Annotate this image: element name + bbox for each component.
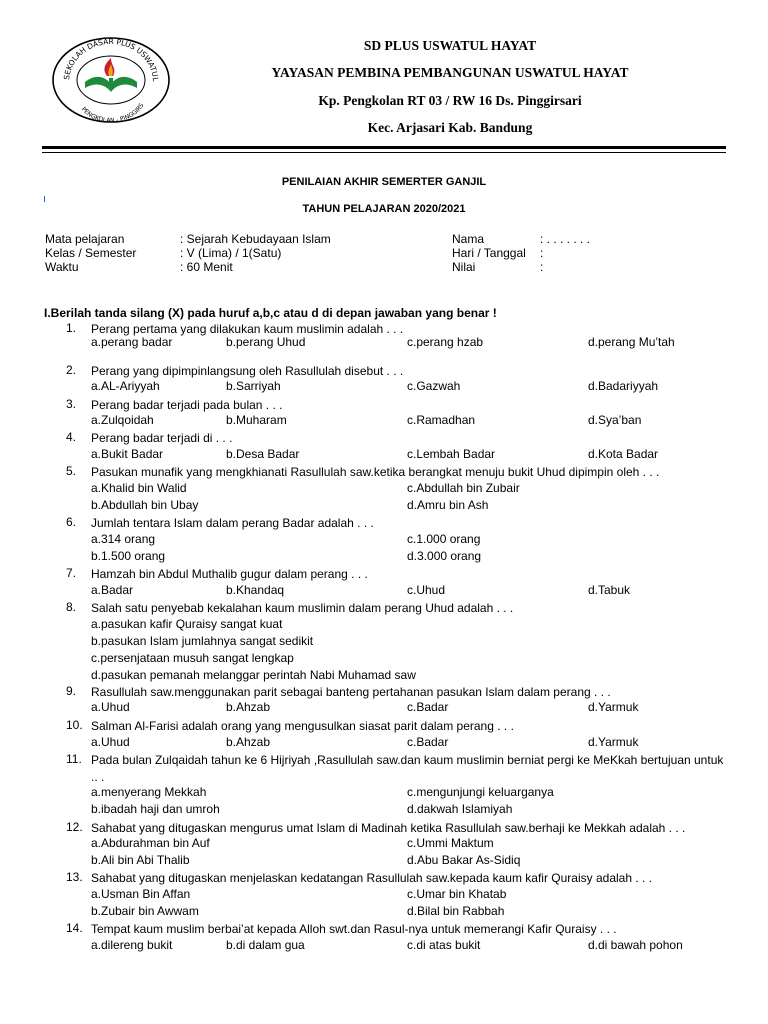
question-number: 5. xyxy=(66,464,77,478)
option-c: c.mengunjungi keluarganya xyxy=(407,785,554,799)
question-text: Rasullulah saw.menggunakan parit sebagai banteng pertahanan pasukan Islam dalam perang . . . xyxy=(91,685,611,699)
option-a: a.Badar xyxy=(91,583,134,597)
question-number: 8. xyxy=(66,600,77,614)
address-line-2: Kec. Arjasari Kab. Bandung xyxy=(367,120,533,135)
date-value: : xyxy=(540,246,544,260)
option-c: c.persenjataan musuh sangat lengkap xyxy=(91,651,294,665)
option-a: a.perang badar xyxy=(91,335,173,349)
option-c: c.perang hzab xyxy=(407,335,484,349)
option-a: a.Zulqoidah xyxy=(91,413,154,427)
cursor-mark xyxy=(44,196,45,202)
option-a: a.Usman Bin Affan xyxy=(91,887,191,901)
school-name: SD PLUS USWATUL HAYAT xyxy=(363,38,537,53)
option-a: a.AL-Ariyyah xyxy=(91,379,160,393)
option-b: b.Ali bin Abi Thalib xyxy=(91,853,190,867)
question-number: 9. xyxy=(66,684,77,698)
option-d: d.perang Mu’tah xyxy=(588,335,675,349)
question-text: Pasukan munafik yang mengkhianati Rasullulah saw.ketika berangkat menuju bukit Uhud dipimpin oleh . . . xyxy=(91,465,660,479)
option-d: d.Abu Bakar As-Sidiq xyxy=(407,853,521,867)
option-a: a.Uhud xyxy=(91,735,130,749)
option-d: d.Sya’ban xyxy=(588,413,642,427)
option-b: b.di dalam gua xyxy=(226,938,305,952)
option-a: a.Abdurahman bin Auf xyxy=(91,836,210,850)
score-value: : xyxy=(540,260,544,274)
time-label: Waktu xyxy=(45,260,79,274)
option-c: c.Umar bin Khatab xyxy=(407,887,507,901)
option-b: b.Ahzab xyxy=(226,700,271,714)
option-d: d.Yarmuk xyxy=(588,700,639,714)
question-text: Hamzah bin Abdul Muthalib gugur dalam perang . . . xyxy=(91,567,368,581)
exam-title: PENILAIAN AKHIR SEMERTER GANJIL xyxy=(281,176,487,188)
question-number: 11. xyxy=(66,752,82,766)
question-number: 7. xyxy=(66,566,77,580)
svg-text:SEKOLAH DASAR PLUS USWATUL HAY xyxy=(51,36,160,83)
question-text: Perang yang dipimpinlangsung oleh Rasullulah disebut . . . xyxy=(91,364,404,378)
question-number: 12. xyxy=(66,820,83,834)
option-b: b.Abdullah bin Ubay xyxy=(91,498,199,512)
option-b: b.Sarriyah xyxy=(226,379,281,393)
question-number: 1. xyxy=(66,321,77,335)
option-a: a.314 orang xyxy=(91,532,156,546)
question-text: Perang badar terjadi di . . . xyxy=(91,431,233,445)
option-a: a.Uhud xyxy=(91,700,130,714)
question-text: Sahabat yang ditugaskan menjelaskan kedatangan Rasullulah saw.kepada kaum kafir Quraisy adalah . . . xyxy=(91,871,653,885)
name-value: : . . . . . . . xyxy=(540,232,591,246)
question-number: 2. xyxy=(66,363,77,377)
section-instruction: I.Berilah tanda silang (X) pada huruf a,b,c atau d di depan jawaban yang benar ! xyxy=(44,306,497,320)
option-b: b.pasukan Islam jumlahnya sangat sedikit xyxy=(91,634,314,648)
option-c: c.di atas bukit xyxy=(407,938,481,952)
header-divider-thick xyxy=(42,146,726,149)
question-number: 13. xyxy=(66,870,83,884)
option-b: b.ibadah haji dan umroh xyxy=(91,802,220,816)
option-b: b.perang Uhud xyxy=(226,335,306,349)
question-number: 14. xyxy=(66,921,83,935)
option-d: d.3.000 orang xyxy=(407,549,482,563)
question-text: Salman Al-Farisi adalah orang yang mengusulkan siasat parit dalam perang . . . xyxy=(91,719,514,733)
option-d: d.dakwah Islamiyah xyxy=(407,802,513,816)
option-c: c.Abdullah bin Zubair xyxy=(407,481,520,495)
class-label: Kelas / Semester xyxy=(45,246,137,260)
option-c: c.Ramadhan xyxy=(407,413,476,427)
option-b: b.Ahzab xyxy=(226,735,271,749)
option-c: c.Uhud xyxy=(407,583,446,597)
foundation-name: YAYASAN PEMBINA PEMBANGUNAN USWATUL HAYAT xyxy=(271,65,629,80)
option-c: c.Lembah Badar xyxy=(407,447,496,461)
logo-bottom-text: PENGKOLAN - PINGGIRS xyxy=(79,102,146,124)
option-c: c.Badar xyxy=(407,735,449,749)
header-divider-thin xyxy=(42,152,726,153)
option-b: b.Muharam xyxy=(226,413,287,427)
question-text: Perang badar terjadi pada bulan . . . xyxy=(91,398,283,412)
date-label: Hari / Tanggal xyxy=(452,246,526,260)
option-a: a.pasukan kafir Quraisy sangat kuat xyxy=(91,617,283,631)
option-d: d.Tabuk xyxy=(588,583,631,597)
exam-year: TAHUN PELAJARAN 2020/2021 xyxy=(302,203,466,215)
option-d: d.di bawah pohon xyxy=(588,938,683,952)
question-text: Sahabat yang ditugaskan mengurus umat Islam di Madinah ketika Rasullulah saw.berhaji ke Mekkah adalah . . . xyxy=(91,821,686,835)
time-value: : 60 Menit xyxy=(180,260,233,274)
question-text: Pada bulan Zulqaidah tahun ke 6 Hijriyah ,Rasullulah saw.dan kaum muslimin berniat pergi ke MeKkah bertujuan untuk .. . xyxy=(91,753,724,784)
address-line-1: Kp. Pengkolan RT 03 / RW 16 Ds. Pinggirsari xyxy=(318,93,582,108)
question-text: Jumlah tentara Islam dalam perang Badar adalah . . . xyxy=(91,516,374,530)
question-number: 4. xyxy=(66,430,77,444)
option-a: a.menyerang Mekkah xyxy=(91,785,207,799)
option-d: d.Kota Badar xyxy=(588,447,659,461)
question-number: 10. xyxy=(66,718,83,732)
question-text: Salah satu penyebab kekalahan kaum muslimin dalam perang Uhud adalah . . . xyxy=(91,601,514,615)
option-b: b.Khandaq xyxy=(226,583,285,597)
option-c: c.Ummi Maktum xyxy=(407,836,494,850)
subject-label: Mata pelajaran xyxy=(45,232,125,246)
class-value: : V (Lima) / 1(Satu) xyxy=(180,246,282,260)
option-c: c.1.000 orang xyxy=(407,532,481,546)
subject-value: : Sejarah Kebudayaan Islam xyxy=(180,232,331,246)
option-a: a.dilereng bukit xyxy=(91,938,173,952)
question-number: 3. xyxy=(66,397,77,411)
option-c: c.Badar xyxy=(407,700,449,714)
option-d: d.pasukan pemanah melanggar perintah Nabi Muhamad saw xyxy=(91,668,416,682)
name-label: Nama xyxy=(452,232,485,246)
option-a: a.Bukit Badar xyxy=(91,447,164,461)
score-label: Nilai xyxy=(452,260,476,274)
option-d: d.Badariyyah xyxy=(588,379,659,393)
option-d: d.Amru bin Ash xyxy=(407,498,489,512)
question-text: Perang pertama yang dilakukan kaum muslimin adalah . . . xyxy=(91,322,404,336)
question-text: Tempat kaum muslim berbai’at kepada Alloh swt.dan Rasul-nya untuk memerangi Kafir Quraisy . . . xyxy=(91,922,617,936)
question-number: 6. xyxy=(66,515,77,529)
option-c: c.Gazwah xyxy=(407,379,461,393)
school-logo xyxy=(51,36,171,124)
option-b: b.1.500 orang xyxy=(91,549,166,563)
option-b: b.Desa Badar xyxy=(226,447,300,461)
option-d: d.Yarmuk xyxy=(588,735,639,749)
option-b: b.Zubair bin Awwam xyxy=(91,904,199,918)
option-a: a.Khalid bin Walid xyxy=(91,481,187,495)
option-d: d.Bilal bin Rabbah xyxy=(407,904,505,918)
logo-ring-text: SEKOLAH DASAR PLUS USWATUL xyxy=(62,36,161,82)
